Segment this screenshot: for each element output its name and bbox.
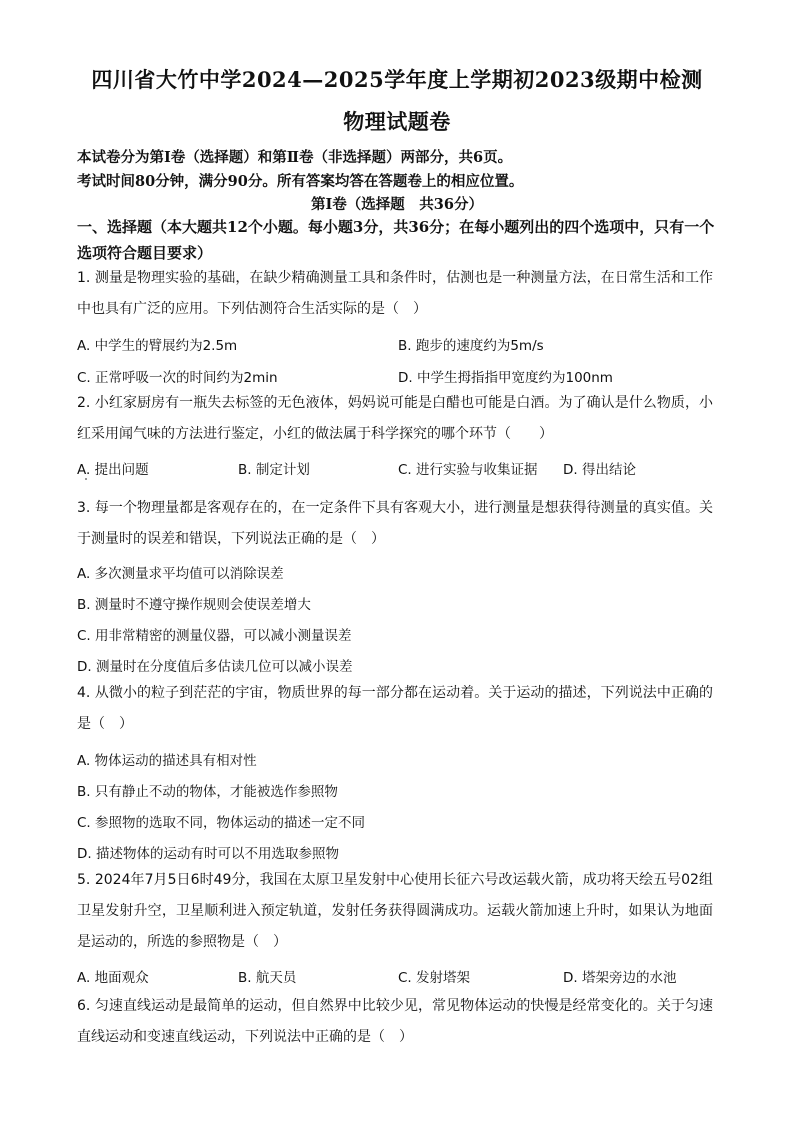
intro-line-1: 本试卷分为第Ⅰ卷（选择题）和第Ⅱ卷（非选择题）两部分，共6页。 bbox=[77, 149, 513, 166]
question-3-option-a: A. 多次测量求平均值可以消除误差 bbox=[77, 566, 284, 582]
question-4-option-b: B. 只有静止不动的物体，才能被选作参照物 bbox=[77, 784, 338, 800]
question-1-option-d: D. 中学生拇指指甲宽度约为100nm bbox=[398, 370, 613, 386]
stray-dot bbox=[85, 478, 87, 480]
question-2-stem: 2. 小红家厨房有一瓶失去标签的无色液体，妈妈说可能是白醋也可能是白酒。为了确认是什么物质，小红采用闻气味的方法进行鉴定，小红的做法属于科学探究的哪个环节（ ） bbox=[77, 395, 713, 442]
question-1-stem: 1. 测量是物理实验的基础，在缺少精确测量工具和条件时，估测也是一种测量方法，在日常生活和工作中也具有广泛的应用。下列估测符合生活实际的是（ ） bbox=[77, 270, 713, 317]
question-3-option-c: C. 用非常精密的测量仪器，可以减小测量误差 bbox=[77, 628, 352, 644]
question-2-option-a: A. 提出问题 bbox=[77, 462, 149, 478]
question-5-option-c: C. 发射塔架 bbox=[398, 970, 471, 986]
question-3-option-d: D. 测量时在分度值后多估读几位可以减小误差 bbox=[77, 659, 353, 675]
question-5-option-d: D. 塔架旁边的水池 bbox=[563, 970, 677, 986]
question-4-option-c: C. 参照物的选取不同，物体运动的描述一定不同 bbox=[77, 815, 366, 831]
question-4-option-d: D. 描述物体的运动有时可以不用选取参照物 bbox=[77, 846, 339, 862]
question-2-option-c: C. 进行实验与收集证据 bbox=[398, 462, 538, 478]
question-5-option-b: B. 航天员 bbox=[238, 970, 297, 986]
question-1-option-c: C. 正常呼吸一次的时间约为2min bbox=[77, 370, 278, 386]
section-heading: 第Ⅰ卷（选择题 共36分） bbox=[311, 196, 483, 213]
question-2-option-b: B. 制定计划 bbox=[238, 462, 310, 478]
question-1-option-a: A. 中学生的臂展约为2.5m bbox=[77, 338, 238, 354]
question-6-stem: 6. 匀速直线运动是最简单的运动，但自然界中比较少见，常见物体运动的快慢是经常变化的。关于匀速直线运动和变速直线运动，下列说法中正确的是（ ） bbox=[77, 998, 713, 1045]
question-3-stem: 3. 每一个物理量都是客观存在的，在一定条件下具有客观大小，进行测量是想获得待测量的真实值。关于测量时的误差和错误，下列说法正确的是（ ） bbox=[77, 500, 713, 547]
question-4-stem: 4. 从微小的粒子到茫茫的宇宙，物质世界的每一部分都在运动着。关于运动的描述，下列说法中正确的是（ ） bbox=[77, 685, 713, 732]
exam-title: 四川省大竹中学2024—2025学年度上学期初2023级期中检测 bbox=[91, 67, 703, 92]
intro-line-2: 考试时间80分钟，满分90分。所有答案均答在答题卷上的相应位置。 bbox=[77, 173, 524, 190]
question-3-option-b: B. 测量时不遵守操作规则会使误差增大 bbox=[77, 597, 311, 613]
question-5-option-a: A. 地面观众 bbox=[77, 970, 149, 986]
question-2-option-d: D. 得出结论 bbox=[563, 462, 636, 478]
question-4-option-a: A. 物体运动的描述具有相对性 bbox=[77, 753, 257, 769]
question-1-option-b: B. 跑步的速度约为5m/s bbox=[398, 338, 544, 354]
exam-subtitle: 物理试题卷 bbox=[343, 109, 451, 134]
section-instructions: 一、选择题（本大题共12个小题。每小题3分，共36分；在每小题列出的四个选项中，只有一个选项符合题目要求） bbox=[77, 218, 715, 262]
question-5-stem: 5. 2024年7月5日6时49分，我国在太原卫星发射中心使用长征六号改运载火箭，成功将天绘五号02组卫星发射升空，卫星顺利进入预定轨道，发射任务获得圆满成功。运载火箭加速上升时，如果认为地面是运动的，所选的参照物是（ ） bbox=[77, 872, 713, 950]
